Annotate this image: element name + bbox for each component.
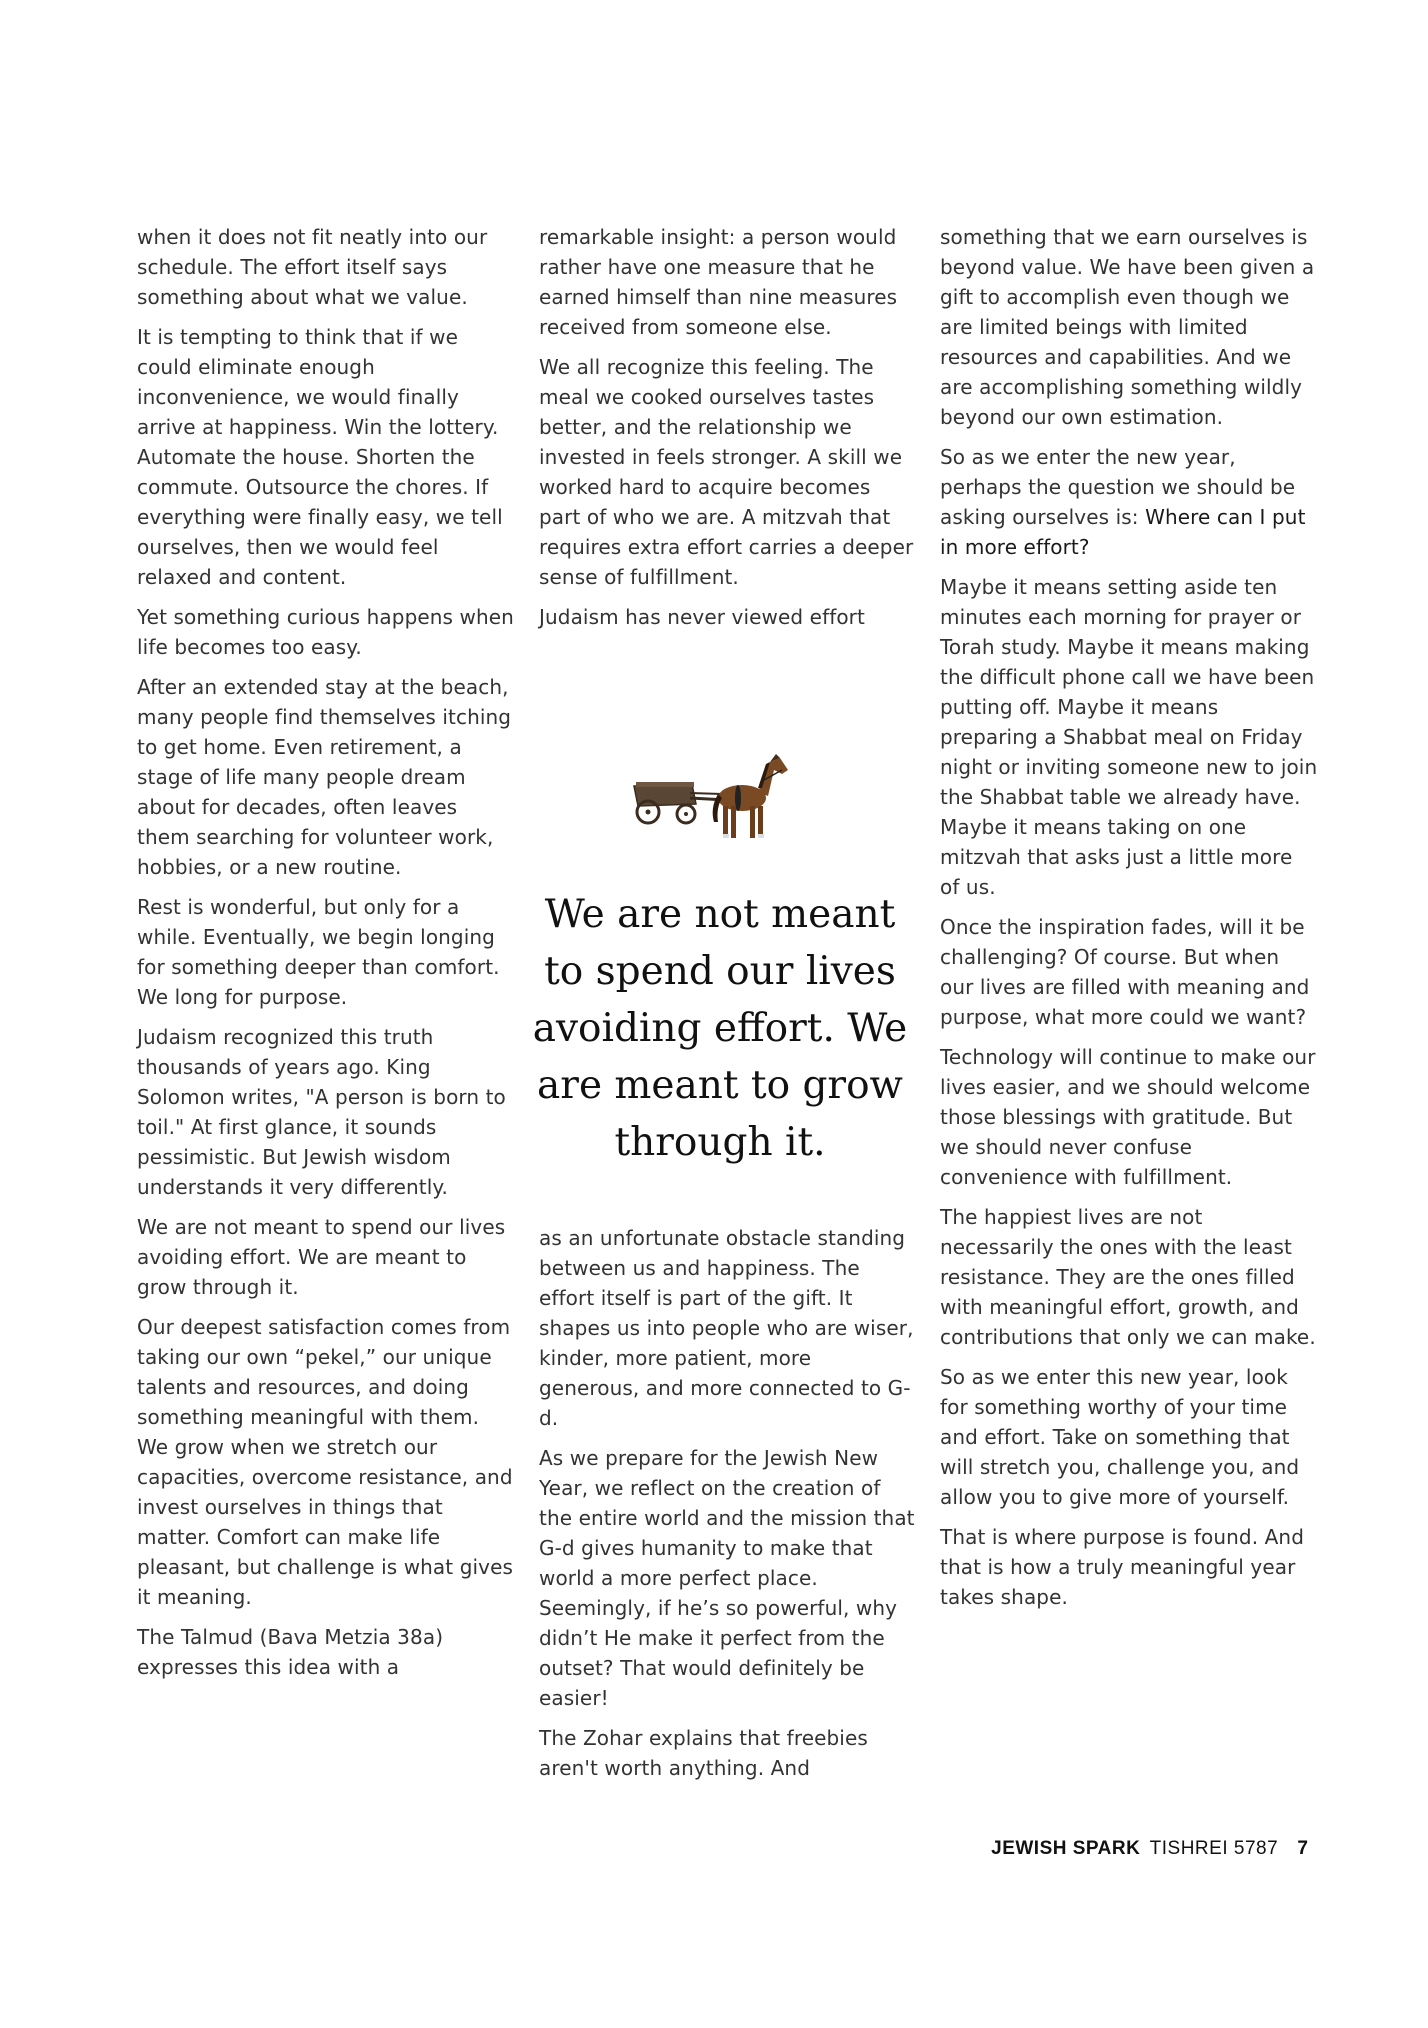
column-2-bottom — [539, 1223, 917, 1793]
paragraph: Technology will continue to make our lives easier, and we should welcome those blessings with gratitude. But we should never confuse convenience with fulfillment. — [940, 1045, 1316, 1189]
paragraph: We all recognize this feeling. The meal we cooked ourselves tastes better, and the relationship we invested in feels stronger. A skill we worked hard to acquire becomes part of who we are. A mitzvah that requires extra effort carries a deeper sense of fulfillment. — [539, 355, 914, 589]
paragraph: Once the inspiration fades, will it be challenging? Of course. But when our lives are filled with meaning and purpose, what more could we want? — [940, 915, 1310, 1029]
issue-date: TISHREI 5787 — [1149, 1838, 1279, 1859]
paragraph: Our deepest satisfaction comes from taking our own “pekel,” our unique talents and resources, and doing something meaningful with them. We grow when we stretch our capacities, overcome resistance, and invest ourselves in things that matter. Comfort can make life pleasant, but challenge is what gives it meaning. — [137, 1315, 514, 1609]
column-3 — [940, 222, 1318, 1622]
paragraph: After an extended stay at the beach, many people find themselves itching to get home. Even retirement, a stage of life many people dream about for decades, often leaves them searching for volunteer work, hobbies, or a new routine. — [137, 675, 512, 879]
paragraph: Rest is wonderful, but only for a while. Eventually, we begin longing for something deeper than comfort. We long for purpose. — [137, 895, 500, 1009]
horse-and-cart-icon — [630, 748, 800, 848]
paragraph: The happiest lives are not necessarily the ones with the least resistance. They are the ones filled with meaningful effort, growth, and contributions that only we can make. — [940, 1205, 1316, 1349]
column-1 — [137, 222, 515, 1692]
paragraph — [940, 442, 1318, 562]
paragraph: So as we enter this new year, look for something worthy of your time and effort. Take on something that will stretch you, challenge you, and allow you to give more of yourself. — [940, 1365, 1300, 1509]
pull-quote: We are not meant to spend our lives avoiding effort. We are meant to grow through it. — [532, 892, 908, 1165]
paragraph: remarkable insight: a person would rather have one measure that he earned himself than nine measures received from someone else. — [539, 225, 898, 339]
paragraph: as an unfortunate obstacle standing between us and happiness. The effort itself is part of the gift. It shapes us into people who are wiser, kinder, more patient, more generous, and more connected to G-d. — [539, 1226, 914, 1430]
paragraph: Judaism has never viewed effort — [539, 605, 865, 629]
paragraph: The Zohar explains that freebies aren't worth anything. And — [539, 1726, 868, 1780]
paragraph: As we prepare for the Jewish New Year, we reflect on the creation of the entire world and the mission that G-d gives humanity to make that world a more perfect place. Seemingly, if he’s so powerful, why didn’t He make it perfect from the outset? That would definitely be easier! — [539, 1446, 915, 1710]
paragraph: That is where purpose is found. And that is how a truly meaningful year takes shape. — [940, 1525, 1304, 1609]
paragraph: Judaism recognized this truth thousands of years ago. King Solomon writes, "A person is born to toil." At first glance, it sounds pessimistic. But Jewish wisdom understands it very differently. — [137, 1025, 506, 1199]
paragraph: Yet something curious happens when life becomes too easy. — [137, 605, 514, 659]
paragraph: The Talmud (Bava Metzia 38a) expresses this idea with a — [137, 1625, 444, 1679]
paragraph: when it does not fit neatly into our schedule. The effort itself says something about what we value. — [137, 225, 488, 309]
page-footer — [991, 1838, 1308, 1860]
column-2-top — [539, 222, 917, 642]
paragraph: Maybe it means setting aside ten minutes each morning for prayer or Torah study. Maybe it means making the difficult phone call we have been putting off. Maybe it means preparing a Shabbat meal on Friday night or inviting someone new to join the Shabbat table we already have. Maybe it means taking on one mitzvah that asks just a little more of us. — [940, 575, 1318, 899]
question-lead: So as we enter the new year, perhaps the question we should be asking ourselves is: — [940, 445, 1296, 529]
paragraph: It is tempting to think that if we could eliminate enough inconvenience, we would finally arrive at happiness. Win the lottery. Automate the house. Shorten the commute. Outsource the chores. If everything were finally easy, we tell ourselves, then we would feel relaxed and content. — [137, 325, 503, 589]
paragraph: something that we earn ourselves is beyond value. We have been given a gift to accomplish even though we are limited beings with limited resources and capabilities. And we are accomplishing something wildly beyond our own estimation. — [940, 225, 1315, 429]
question-emphasis: Where can I put in more effort? — [940, 505, 1306, 559]
page-number: 7 — [1297, 1838, 1308, 1859]
paragraph: We are not meant to spend our lives avoiding effort. We are meant to grow through it. — [137, 1215, 506, 1299]
publication-name: JEWISH SPARK — [991, 1838, 1141, 1859]
